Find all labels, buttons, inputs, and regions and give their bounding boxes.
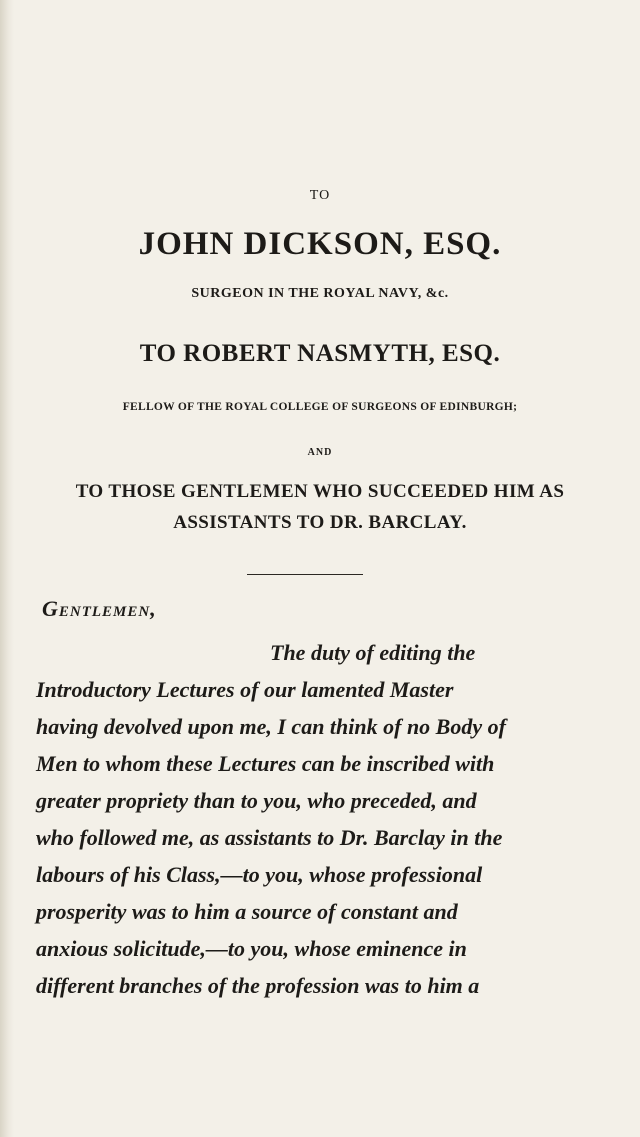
letter-line: labours of his Class,—to you, whose professional bbox=[36, 862, 483, 887]
dedication-line-gentlemen: TO THOSE GENTLEMEN WHO SUCCEEDED HIM AS bbox=[75, 481, 565, 502]
salutation: Gentlemen, bbox=[42, 596, 157, 621]
letter-line: greater propriety than to you, who preceded, and bbox=[36, 788, 477, 813]
dedication-to: TO bbox=[309, 188, 331, 203]
letter-line: having devolved upon me, I can think of no Body of bbox=[36, 714, 506, 739]
letter-line: different branches of the profession was to him a bbox=[36, 973, 480, 998]
dedication-and: AND bbox=[307, 447, 333, 458]
letter-line: The duty of editing the bbox=[270, 640, 476, 665]
letter-line: who followed me, as assistants to Dr. Barclay in the bbox=[36, 825, 503, 850]
letter-line: Introductory Lectures of our lamented Master bbox=[36, 677, 454, 702]
section-divider bbox=[247, 574, 363, 575]
letter-line: prosperity was to him a source of constant and bbox=[36, 899, 458, 924]
dedicatee-name-nasmyth: TO ROBERT NASMYTH, ESQ. bbox=[139, 340, 501, 367]
dedication-line-assistants: ASSISTANTS TO DR. BARCLAY. bbox=[173, 512, 467, 533]
page-edge-shadow bbox=[0, 0, 14, 1137]
dedicatee-title-nasmyth: FELLOW OF THE ROYAL COLLEGE OF SURGEONS OF EDINBURGH; bbox=[122, 401, 518, 413]
letter-line: anxious solicitude,—to you, whose eminence in bbox=[36, 936, 467, 961]
dedicatee-name-dickson: JOHN DICKSON, ESQ. bbox=[138, 226, 502, 262]
letter-line: Men to whom these Lectures can be inscribed with bbox=[36, 751, 495, 776]
dedicatee-title-dickson: SURGEON IN THE ROYAL NAVY, &c. bbox=[191, 286, 449, 301]
